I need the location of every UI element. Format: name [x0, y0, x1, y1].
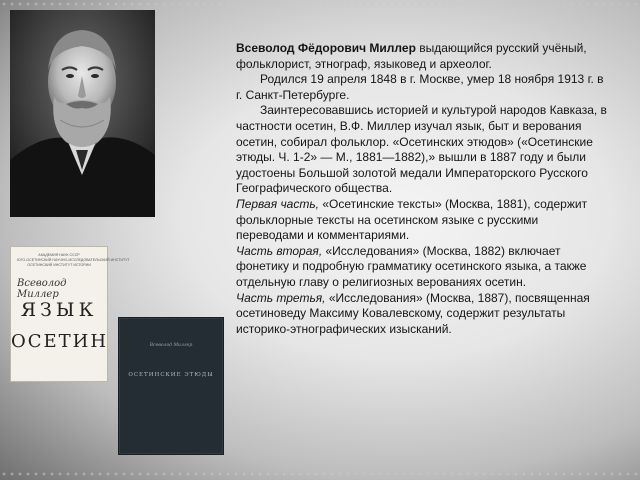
book1-title-line1: ЯЗЫК — [20, 299, 98, 321]
part-one-title: «Осетинские тексты» — [319, 196, 442, 211]
part-two-label: Часть вторая, — [236, 243, 323, 258]
intro-description: выдающийся русский учёный, фольклорист, этнограф, языковед и археолог. — [236, 41, 587, 71]
part-one-label: Первая часть, — [236, 196, 319, 211]
part-three-label: Часть третья, — [236, 290, 326, 305]
portrait-illustration — [10, 10, 155, 217]
research-paragraph: Заинтересовавшись историей и культурой народов Кавказа, в частности осетин, В.Ф. Миллер изучал язык, быт и верования осетин, собирал фольклор. «Осетинских этюдов» («Осетинские этюды. Ч. 1-2» — М., 1881—1882),» вышли в 1887 году и были удостоены Большой золотой медали Императорского Русского Географического общества. — [236, 103, 607, 196]
part-two-description: (Москва, 1882) включает фонетику и подробную грамматику осетинского языка, а также отдельную главу о религиозных верованиях осетин. — [236, 243, 587, 289]
decorative-dot-border-top — [0, 0, 640, 10]
book1-publisher-line: ОСЕТИНСКИЙ ИНСТИТУТ ИСТОРИИ — [27, 263, 91, 267]
biography-text — [236, 41, 608, 337]
part-three-title: «Исследования» — [325, 290, 423, 305]
book2-title: ОСЕТИНСКИЕ ЭТЮДЫ — [128, 372, 214, 378]
book1-title-line2: ОСЕТИН — [11, 331, 109, 352]
intro-paragraph — [236, 41, 608, 72]
book-cover-ossetian-studies — [118, 317, 224, 455]
book-cover-language-of-ossetians — [10, 246, 130, 382]
person-name: Всеволод Фёдорович Миллер — [236, 41, 416, 55]
birth-death-paragraph: Родился 19 апреля 1848 в г. Москве, умер 18 ноября 1913 г. в г. Санкт-Петербурге. — [236, 72, 604, 102]
part-three-description: (Москва, 1887), посвященная осетиноведу Максиму Ковалевскому, содержит результаты историко-этнографических изысканий. — [236, 290, 590, 336]
decorative-dot-border-bottom — [0, 470, 640, 480]
part-one-description: (Москва, 1881), содержит фольклорные тексты на осетинском языке с русскими переводами и комментариями. — [236, 196, 588, 243]
book1-publisher-line: ЮГО-ОСЕТИНСКИЙ НАУЧНО-ИССЛЕДОВАТЕЛЬСКИЙ ИНСТИТУТ — [17, 258, 130, 262]
part-one-paragraph — [236, 197, 608, 244]
part-three-paragraph — [236, 291, 608, 338]
part-two-title: «Исследования» — [322, 243, 420, 258]
book1-publisher-line: АКАДЕМИЯ НАУК СССР — [38, 253, 80, 257]
book2-author: Всеволод Миллер — [149, 343, 193, 348]
book1-author: Всеволод Миллер — [17, 278, 67, 300]
part-two-paragraph — [236, 244, 608, 291]
portrait-photo — [10, 10, 155, 217]
